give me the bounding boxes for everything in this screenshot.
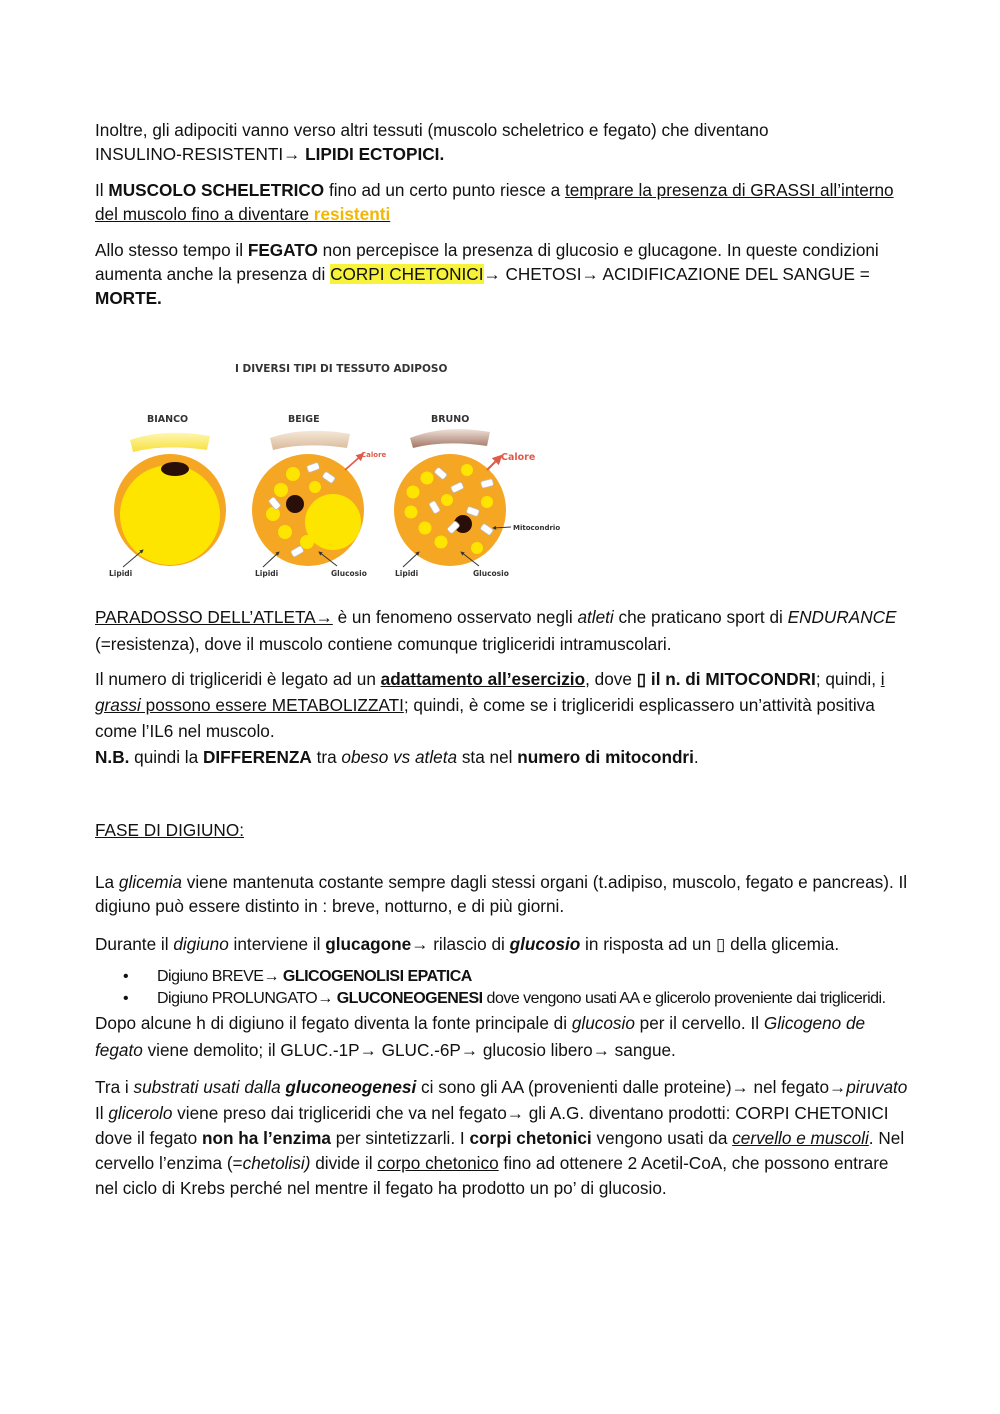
text: Durante il	[95, 934, 174, 954]
text: → rilascio di	[411, 934, 510, 954]
arrow-glyph: →	[283, 144, 301, 164]
text: La	[95, 872, 119, 892]
bullet-list	[95, 966, 915, 1010]
list-item	[95, 988, 915, 1010]
label-lipidi: Lipidi	[109, 569, 133, 578]
paragraph-glicemia	[95, 870, 915, 918]
text: che praticano sport di	[613, 607, 788, 627]
label-glucosio-bruno: Glucosio	[473, 569, 509, 578]
label-beige: BEIGE	[288, 414, 320, 425]
text-underlined: corpo chetonico	[377, 1153, 499, 1173]
text-highlight-gold: resistenti	[313, 204, 391, 224]
text-bold-italic: glucosio	[509, 934, 581, 954]
text: ; quindi,	[815, 669, 881, 689]
text: INSULINO-RESISTENTI	[95, 144, 284, 164]
text-italic: glicemia	[118, 872, 182, 892]
text-bold: FEGATO	[247, 240, 318, 260]
text-italic: grassi	[95, 695, 141, 715]
text: Inoltre, gli adipociti vanno verso altri tessuti (muscolo scheletrico e fegato) che diventano	[95, 120, 769, 140]
text: . Nel cervello l’enzima (=	[95, 1128, 905, 1173]
text: per il cervello. Il	[634, 1013, 764, 1033]
text: sta nel	[457, 747, 518, 767]
text-italic: Glicogeno de fegato	[95, 1013, 866, 1060]
adipose-tissue-figure	[95, 352, 575, 602]
text-italic: substrati usati dalla	[133, 1077, 286, 1097]
text-bold: non ha l’enzima	[202, 1128, 331, 1148]
text: per sintetizzarli. I	[330, 1128, 470, 1148]
text-bold: ▯ il n. di MITOCONDRI	[636, 669, 816, 689]
paragraph-substrati	[95, 1074, 915, 1101]
cell-bruno	[394, 452, 560, 578]
text: vengono usati da	[591, 1128, 733, 1148]
text-bold: N.B.	[95, 747, 130, 767]
text-bold: GLUCONEOGENESI	[336, 990, 483, 1007]
text: .	[693, 747, 699, 767]
text-italic: piruvato	[846, 1077, 908, 1097]
paragraph-fegato	[95, 238, 915, 310]
text-italic: glicerolo	[108, 1103, 173, 1123]
text: interviene il	[228, 934, 326, 954]
text-bold: DIFFERENZA	[202, 747, 312, 767]
text: Tra i	[95, 1077, 134, 1097]
text-bold: LIPIDI ECTOPICI.	[305, 144, 445, 164]
text-italic-underlined: cervello e muscoli	[732, 1128, 869, 1148]
cell-bianco	[109, 454, 226, 578]
text: i	[880, 669, 885, 689]
figure-title: I DIVERSI TIPI DI TESSUTO ADIPOSO	[235, 363, 448, 375]
text: divide il	[310, 1153, 378, 1173]
text: tra	[311, 747, 342, 767]
text-italic: ENDURANCE	[787, 607, 897, 627]
section-heading: FASE DI DIGIUNO:	[95, 820, 244, 840]
paragraph-nb	[95, 744, 915, 770]
cell-beige	[252, 451, 387, 578]
text-underlined: PARADOSSO DELL’ATLETA→	[95, 607, 333, 627]
label-mitocondrio: Mitocondrio	[513, 524, 561, 532]
text: in risposta ad un ▯ della glicemia.	[580, 934, 840, 954]
text-italic: obeso vs atleta	[341, 747, 458, 767]
text: Digiuno BREVE→	[157, 968, 283, 985]
text: Il	[95, 1103, 109, 1123]
text: viene preso dai trigliceridi che va nel fegato→ gli A.G. diventano prodotti: CORPI CHETONICI dove il fegato	[95, 1103, 889, 1148]
text-bold: GLICOGENOLISI EPATICA	[282, 968, 472, 985]
paragraph-glicerolo	[95, 1101, 915, 1201]
swatch-bruno	[410, 429, 490, 448]
swatch-beige	[270, 431, 350, 450]
text: (=resistenza), dove il muscolo contiene comunque trigliceridi intramuscolari.	[95, 634, 672, 654]
text-bold-underlined: adattamento all’esercizio	[380, 669, 586, 689]
label-bianco: BIANCO	[147, 414, 189, 425]
text: viene demolito; il GLUC.-1P→ GLUC.-6P→ glucosio libero→ sangue.	[142, 1040, 676, 1060]
label-lipidi-bruno: Lipidi	[395, 569, 419, 578]
adipose-diagram	[95, 352, 575, 602]
text: viene mantenuta costante sempre dagli stessi organi (t.adipiso, muscolo, fegato e pancreas). Il digiuno può essere distinto in : breve, notturno, e di più giorni.	[95, 872, 908, 916]
paragraph-trigliceridi	[95, 666, 915, 744]
text-italic: chetolisi)	[242, 1153, 311, 1173]
paragraph-digiuno	[95, 932, 915, 956]
text-italic: glucosio	[571, 1013, 635, 1033]
label-calore-bruno: Calore	[501, 452, 536, 463]
text: ; quindi, è come se i trigliceridi esplicassero un’attività positiva come l’IL6 nel muscolo.	[95, 695, 875, 741]
text: non percepisce la presenza di glucosio e glucagone. In queste condizioni aumenta anche la presenza di	[95, 240, 879, 284]
text: Dopo alcune h di digiuno il fegato diventa la fonte principale di	[95, 1013, 572, 1033]
text-bold: MUSCOLO SCHELETRICO	[108, 180, 325, 200]
text-highlighted: CORPI CHETONICI	[330, 264, 484, 284]
paragraph-adipociti	[95, 118, 915, 166]
text: Allo stesso tempo il	[95, 240, 248, 260]
text-bold-italic: gluconeogenesi	[285, 1077, 417, 1097]
label-lipidi-beige: Lipidi	[255, 569, 279, 578]
text-italic: digiuno	[173, 934, 229, 954]
paragraph-paradosso	[95, 604, 915, 658]
label-bruno: BRUNO	[431, 414, 470, 425]
swatch-bianco	[130, 433, 210, 452]
text-bold: numero di mitocondri	[517, 747, 694, 767]
text: dove vengono usati AA e glicerolo proveniente dai trigliceridi.	[482, 990, 886, 1007]
text: è un fenomeno osservato negli	[332, 607, 578, 627]
text: fino ad un certo punto riesce a	[324, 180, 565, 200]
text: Il numero di trigliceridi è legato ad un	[95, 669, 381, 689]
text-italic: atleti	[577, 607, 614, 627]
text: Il	[95, 180, 109, 200]
text-bold: glucagone	[325, 934, 412, 954]
paragraph-fonte-glucosio	[95, 1010, 915, 1064]
label-calore-beige: Calore	[361, 451, 387, 459]
paragraph-muscolo	[95, 178, 915, 226]
label-glucosio-beige: Glucosio	[331, 569, 367, 578]
document-page	[95, 118, 915, 1201]
text-underlined: temprare la presenza di GRASSI all’interno del muscolo fino a diventare	[95, 180, 894, 224]
text-bold: corpi chetonici	[469, 1128, 592, 1148]
text: , dove	[585, 669, 637, 689]
text: → CHETOSI→ ACIDIFICAZIONE DEL SANGUE =	[483, 264, 870, 284]
text: quindi la	[129, 747, 203, 767]
list-item	[95, 966, 915, 988]
text: possono essere METABOLIZZATI	[140, 695, 404, 715]
text-bold: MORTE.	[95, 288, 162, 308]
text: ci sono gli AA (provenienti dalle proteine)→ nel fegato→	[416, 1077, 847, 1097]
text: fino ad ottenere 2 Acetil-CoA, che possono entrare nel ciclo di Krebs perché nel mentre il fegato ha prodotto un po’ di glucosio.	[95, 1153, 889, 1198]
text: Digiuno PROLUNGATO→	[157, 990, 337, 1007]
